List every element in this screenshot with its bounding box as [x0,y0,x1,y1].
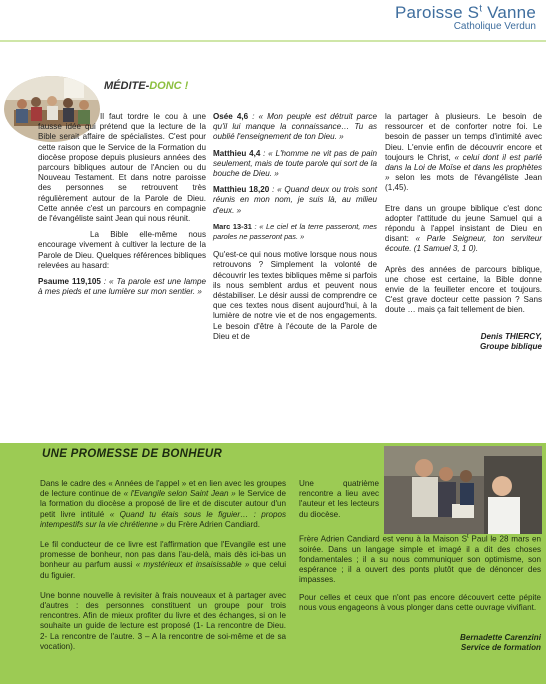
header-rule [0,40,546,42]
parish-brand [395,3,536,32]
bible-reference: Matthieu 4,4 : « L'homme ne vit pas de pain seulement, mais de toute parole qui sort de la bouche de Dieu. » [213,148,377,179]
section-title-promesse: UNE PROMESSE DE BONHEUR [42,448,223,460]
article1-column1 [38,112,206,303]
article1-paragraph: La Bible elle-même nous encourage vivement à cultiver la lecture de la Parole de Dieu. Quelques références bibliques relevées au hasard: [38,230,206,270]
bible-reference: Psaume 119,105 : « Ta parole est une lampe à mes pieds et une lumière sur mon sentier. » [38,277,206,297]
article1-signature [385,332,542,352]
article1-paragraph: la partager à plusieurs. Le besoin de ressourcer et de conforter notre foi. Le besoin de passer un temps d'intimité avec Dieu. L'envie enfin de découvrir encore et toujours le Christ, « celui dont il est parlé dans la Loi de Moïse et dans les prophètes » selon les mots de l'évangéliste Jean (1,45). [385,112,542,193]
article2-paragraph: Dans le cadre des « Années de l'appel » et en lien avec les groupes de lecture continue de « l'Evangile selon Saint Jean » le Service de la formation du diocèse a proposé de lire et de discuter autour d'un petit livre intitulé « Quand tu étais sous le figuier… : propos intempestifs sur la vie chrétienne » du Frère Adrien Candiard. [40,479,286,529]
article1-paragraph: Qu'est-ce qui nous motive lorsque nous nous retrouvons ? Simplement la volonté de découvrir les textes bibliques même si parfois ils nous semblent ardus et peuvent nous déstabiliser. Le désir aussi de comprendre ce que ces textes nous disent aujourd'hui, à la lumière de notre vie et de nos engagements. Le besoin d'être à l'écoute de la Parole de Dieu et de [213,250,377,341]
parish-title: Paroisse $S^t$ Vanne [394,3,536,22]
parish-subtitle: Catholique Verdun [453,21,536,32]
signature-role: Groupe biblique [479,341,542,351]
article2-column1 [40,479,286,659]
article2-signature [299,633,541,653]
article1-column2 [213,112,377,348]
article1-paragraph: Etre dans un groupe biblique c'est donc adopter l'attitude du jeune Samuel qui a répondu à l'appel insistant de Dieu en disant: « Parle Seigneur, ton serviteur écoute. (1 Samuel 3, 1 0). [385,203,542,254]
signature-role: Service de formation [460,643,541,653]
signature-name: Bernadette Carenzini [460,632,541,642]
article2-paragraph: Le fil conducteur de ce livre est l'affirmation que l'Evangile est une promesse de bonheur, non pas dans l'au-delà, mais dès ici-bas un bonheur au parfum aussi « mystérieux et insaisissable » que celui du figuier. [40,540,286,580]
article2-paragraph: Frère Adrien Candiard est venu à la Maison $S^t$ Paul le 28 mars en soirée. Dans un langage simple et imagé il a dit des choses fondamentales ; il a su nous communiquer son optimisme, son espérance ; il a ouvert des ponts plutôt que de dénoncer des impasses. [299,533,542,585]
article1-paragraph: Il faut tordre le cou à une fausse idée qui prétend que la lecture de la Bible serait affaire de spécialistes. C'est pour cette raison que le Service de la Formation du diocèse propose depuis plusieurs années des parcours bibliques autour de l'Ancien ou du Nouveau Testament. Et dans notre paroisse des personnes se retrouvent très régulièrement autour de la Parole de Dieu. Cette année c'est un parcours en compagnie de l'évangéliste saint Jean qui nous réunit. [38,112,206,224]
section-title-medite: MÉDITE-DONC ! [104,80,189,92]
signature-name: Denis THIERCY, [480,331,542,341]
bible-reference: Marc 13-31 : « Le ciel et la terre passeront, mes paroles ne passeront pas. » [213,221,377,242]
article2-paragraph: Une quatrième rencontre a lieu avec l'auteur et les lecteurs du diocèse. [299,479,379,519]
article2-paragraph: Pour celles et ceux que n'ont pas encore découvert cette pépite nous vous engageons à vous plonger dans cette ouvrage vivifiant. [299,592,541,612]
article2-column2 [299,479,541,653]
article1-paragraph: Après des années de parcours biblique, une chose est certaine, la Bible donne envie de la feuilleter encore et toujours. C'est grave docteur cette passion ? Sans doute … mais ça fait tellement de bien. [385,264,542,315]
bible-reference: Osée 4,6 : « Mon peuple est détruit parce qu'il lui manque la connaissance… Tu as oublié l'enseignement de ton Dieu. » [213,112,377,142]
article2-paragraph: Une bonne nouvelle à revisiter à frais nouveaux et à partager avec d'autres : des personnes constituent un groupe pour trois rencontres. Afin de mieux profiter du livre et des échanges, si on le souhaite un guide de lecture est proposé (1- La rencontre de Dieu. 2- La rencontre de l'autre. 3 – A la rencontre de soi-même et de sa vocation). [40,590,286,651]
bible-reference: Matthieu 18,20 : « Quand deux ou trois sont réunis en mon nom, je suis là, au milieu d'eux. » [213,185,377,215]
article1-column3 [385,112,542,352]
